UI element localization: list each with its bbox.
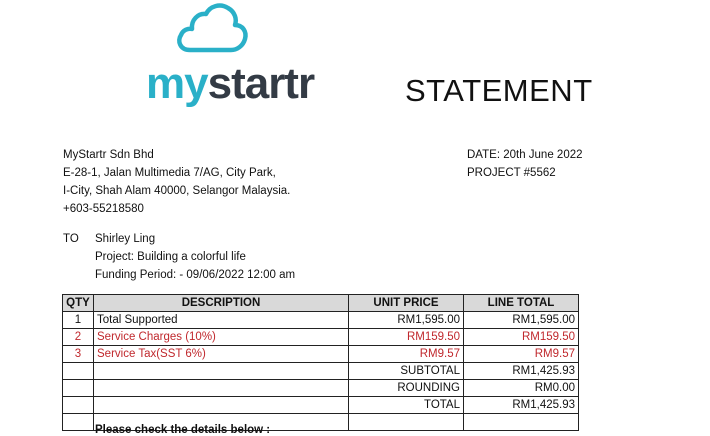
rounding-label: ROUNDING	[349, 380, 464, 397]
total-label: TOTAL	[349, 397, 464, 414]
row-unit-price: RM1,595.00	[349, 312, 464, 329]
total-value: RM1,425.93	[464, 397, 579, 414]
subtotal-row	[63, 363, 579, 380]
header-description: DESCRIPTION	[94, 295, 349, 312]
row-line-total: RM159.50	[464, 329, 579, 346]
row-line-total: RM1,595.00	[464, 312, 579, 329]
row-unit-price: RM159.50	[349, 329, 464, 346]
row-description: Service Tax(SST 6%)	[94, 346, 349, 363]
subtotal-label: SUBTOTAL	[349, 363, 464, 380]
row-qty: 2	[63, 329, 94, 346]
table-header-row	[63, 295, 579, 312]
row-qty: 1	[63, 312, 94, 329]
to-label: TO	[63, 233, 79, 245]
table-row	[63, 346, 579, 363]
cloud-icon	[174, 0, 250, 56]
rounding-value: RM0.00	[464, 380, 579, 397]
header-qty: QTY	[63, 295, 94, 312]
row-unit-price: RM9.57	[349, 346, 464, 363]
company-address-line1: E-28-1, Jalan Multimedia 7/AG, City Park,	[63, 167, 276, 179]
subtotal-value: RM1,425.93	[464, 363, 579, 380]
recipient-funding-period: Funding Period: - 09/06/2022 12:00 am	[95, 269, 296, 281]
company-address-line2: I-City, Shah Alam 40000, Selangor Malaysia.	[63, 185, 291, 197]
details-note: Please check the details below :	[95, 424, 271, 436]
row-line-total: RM9.57	[464, 346, 579, 363]
logo-text-my: my	[146, 59, 208, 108]
row-description: Total Supported	[94, 312, 349, 329]
row-qty: 3	[63, 346, 94, 363]
header-unit-price: UNIT PRICE	[349, 295, 464, 312]
recipient-name: Shirley Ling	[95, 233, 156, 245]
document-title: STATEMENT	[405, 73, 593, 108]
company-info	[63, 146, 290, 218]
header-line-total: LINE TOTAL	[464, 295, 579, 312]
rounding-row	[63, 380, 579, 397]
total-row	[63, 397, 579, 414]
row-description: Service Charges (10%)	[94, 329, 349, 346]
mystartr-logo	[144, 0, 315, 110]
company-name: MyStartr Sdn Bhd	[63, 149, 154, 161]
logo-wordmark	[146, 60, 314, 108]
statement-meta	[467, 146, 583, 182]
logo-text-startr: startr	[207, 59, 315, 108]
recipient-info	[95, 230, 295, 284]
recipient-project: Project: Building a colorful life	[95, 251, 246, 263]
table-row	[63, 329, 579, 346]
table-row	[63, 312, 579, 329]
project-number: PROJECT #5562	[467, 167, 556, 179]
statement-date: DATE: 20th June 2022	[467, 149, 583, 161]
company-phone: +603-55218580	[63, 203, 144, 215]
statement-table	[62, 294, 579, 431]
